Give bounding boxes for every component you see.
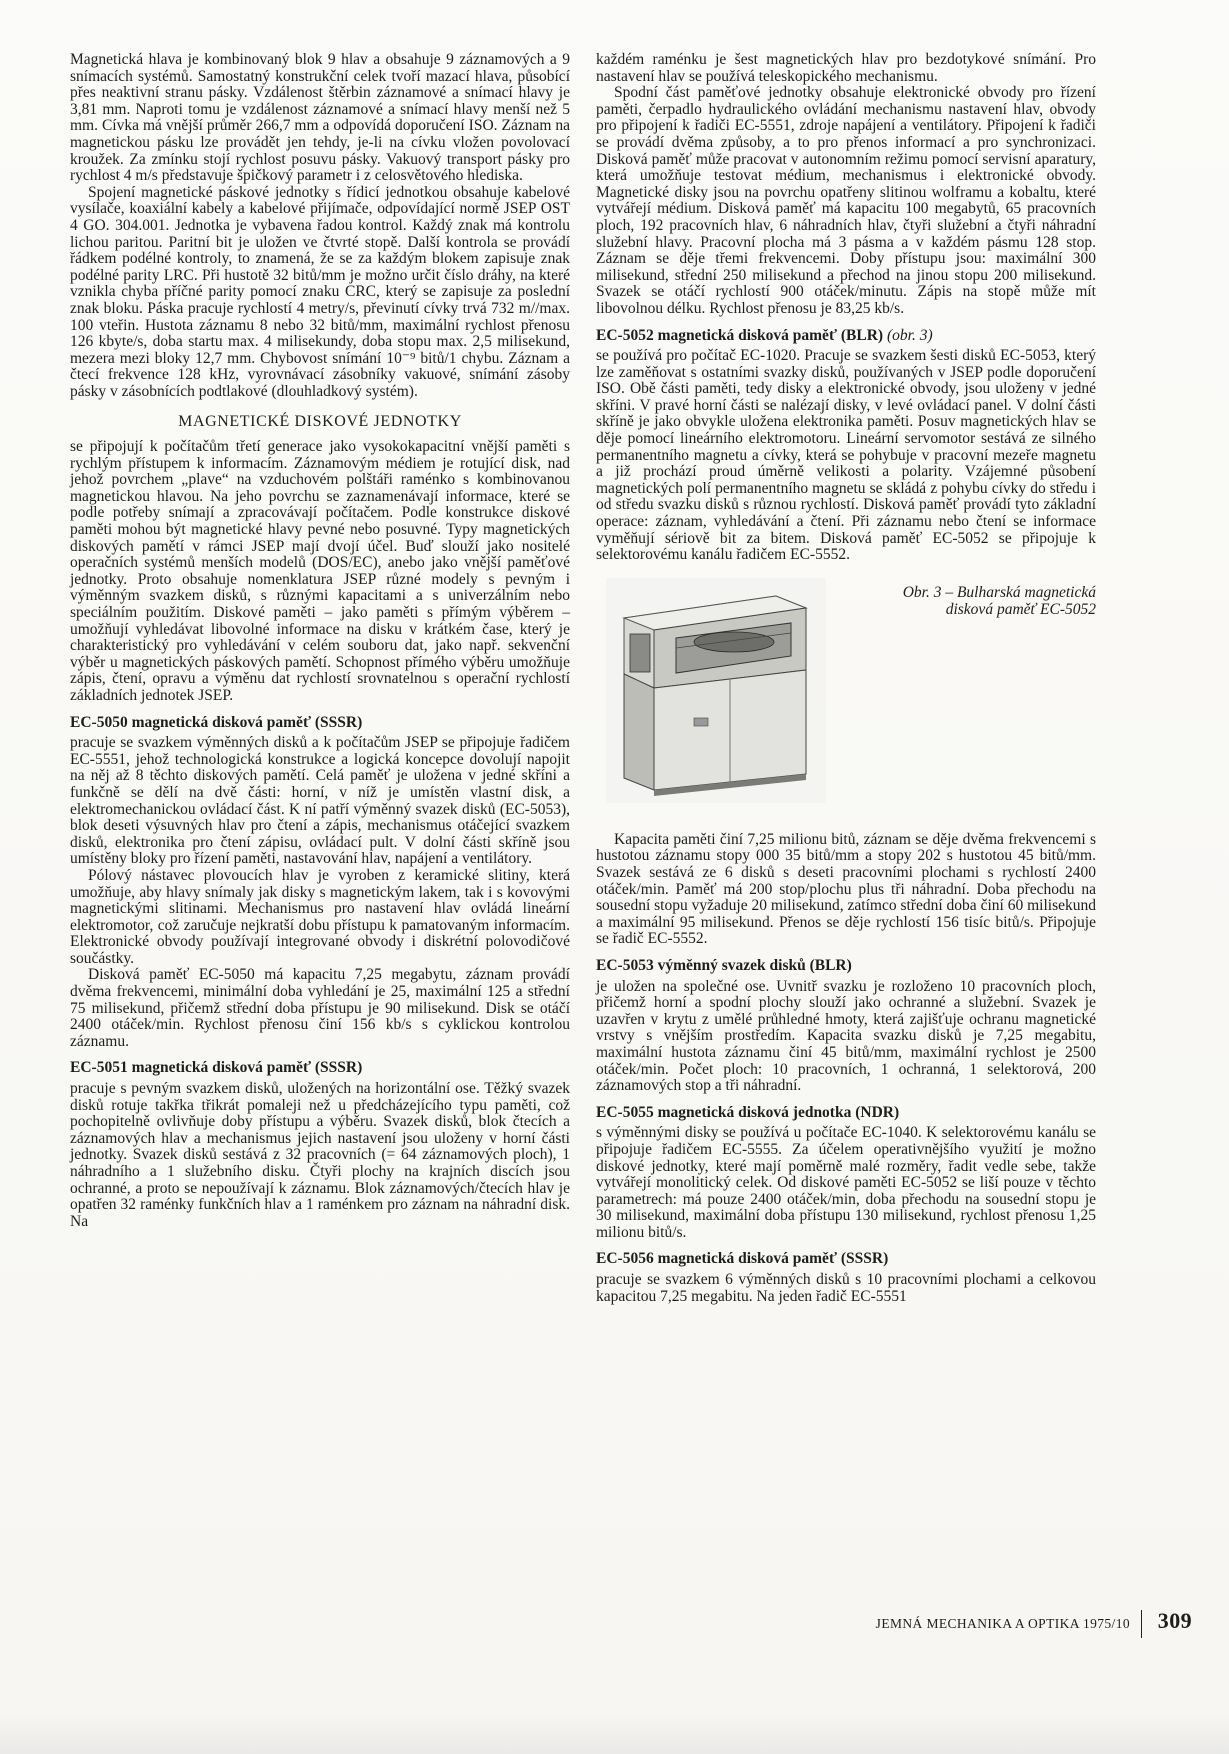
paragraph: Kapacita paměti činí 7,25 milionu bitů, záznam se děje dvěma frekvencemi s hustotou záznamu stopy 000 35 bitů/mm a stopy 202 s hustotou 45 bitů/mm. Svazek sestává ze 6 disků s deseti pracovními plochami s rychlostí 2400 otáček/min. Paměť má 200 stop/plochu plus tři náhradní. Doba přechodu na sousední stopu vyžaduje 20 milisekund, zatímco střední doba činí 60 milisekund a maximální 95 milisekund. Přenos se děje rychlostí 156 tisíc bitů/s. Připojuje se řadič EC-5552. [596, 830, 1096, 948]
paragraph: se připojují k počítačům třetí generace jako vysokokapacitní vnější paměti s rychlým přístupem k informacím. Záznamovým médiem je rotující disk, nad jehož povrchem „plave“ na vzduchovém polštáři raménko s kombinovanou magnetickou hlavou. Na jeho povrchu se zaznamenávají informace, které se podle potřeby snímají a zpracovávají počítačem. Podle konstrukce diskové paměti mohou být magnetické hlavy pevné nebo posuvné. Typy magnetických diskových pamětí v rámci JSEP mají dvojí účel. Buď slouží jako nositelé operačních systémů menších modelů (DOS/EC), anebo jako vnější paměťové jednotky. Proto obsahuje nomenklatura JSEP různé modely s pevným i výměnným svazkem disků, s různými kapacitami a s univerzálním nebo speciálním použitím. Diskové paměti – jako paměti s přímým výběrem – umožňují vyhledávat libovolné informace na disku v krátkém čase, který je charakteristický pro vyhledávání v celém souboru dat, jako např. sekvenční výběr u magnetických páskových pamětí. Schopnost přímého výběru umožňuje zápis, čtení, opravu a výměnu dat rychlostí srovnatelnou s operační rychlostí základních jednotek JSEP. [70, 438, 570, 704]
page-footer [772, 1604, 1192, 1644]
subsection-heading: EC-5056 magnetická disková paměť (SSSR) [596, 1250, 889, 1268]
paragraph: se používá pro počítač EC-1020. Pracuje se svazkem šesti disků EC-5053, který lze zaměňovat s ostatními svazky disků, používaných v JSEP podle doporučení ISO. Obě části paměti, tedy disky a elektronické obvody, jsou uloženy v jedné skříni. V pravé horní části se nalézají disky, v levé ovládací panel. V dolní části skříně je jako obvykle uložena elektronika paměti. Posuv magnetických hlav se děje pomocí lineárního elektromotoru. Lineární servomotor sestává ze silného permanentního magnetu a cívky, která se pohybuje v pracovní mezeře magnetu a již prochází proud úměrně velikosti a polarity. Vzájemné působení magnetických polí permanentního magnetu se skládá z pohybu cívky do středu i od středu svazku disků s různou rychlostí. Disková paměť provádí tyto základní operace: záznam, vyhledávání a čtení. Při záznamu nebo čtení se informace vyměňují sériově bit za bitem. Disková paměť EC-5052 se připojuje k selektorovému kanálu řadičem EC-5552. [596, 347, 1096, 564]
paragraph: každém raménku je šest magnetických hlav pro bezdotykové snímání. Pro nastavení hlav se používá teleskopického mechanismu. [596, 51, 1096, 85]
footer-divider [1141, 1610, 1142, 1638]
paragraph: pracuje se svazkem výměnných disků a k počítačům JSEP se připojuje řadičem EC-5551, jehož technologická konstrukce a logická koncepce dovolují napojit na něj až 8 těchto diskových pamětí. Celá paměť je uložena v jedné skříni a funkčně se dělí na dvě části: horní, v níž je umístěn vlastní disk, a elektromechanickou ovládací část. K ní patří výměnný svazek disků (EC-5053), blok deseti výsuvných hlav pro čtení a zápis, mechanismus otáčející svazkem disků, elektronika pro čtení zápisu, ovládací pult. V dolní části skříně jsou umístěny bloky pro řízení paměti, nastavování hlav, napájení a ventilátory. [70, 734, 570, 868]
subsection-heading [596, 328, 1096, 345]
journal-name: JEMNÁ MECHANIKA A OPTIKA 1975/10 [875, 1616, 1130, 1631]
figure-caption [851, 584, 1096, 618]
caption-line: Obr. 3 – Bulharská magnetická [902, 583, 1096, 601]
paragraph: je uložen na společné ose. Uvnitř svazku je rozloženo 10 pracovních ploch, přičemž horní a spodní plochy slouží jako ochranné a služební. Svazek je uzavřen v krytu z umělé průhledné hmoty, která zajišťuje ochranu magnetické vrstvy s vnějším prostředím. Kapacita svazku disků je 7,25 megabitu, maximální hustota záznamu činí 45 bitů/mm, maximální rychlost je 2500 otáček/min. Počet ploch: 10 pracovních, 1 ochranná, 1 selektorová, 200 záznamových stop a tři náhradní. [596, 977, 1096, 1095]
scan-edge [0, 1714, 1229, 1754]
caption-line: disková paměť EC-5052 [945, 600, 1096, 618]
paragraph: Spojení magnetické páskové jednotky s řídicí jednotkou obsahuje kabelové vysílače, koaxiální kabely a kabelové přijímače, odpovídající normě JSEP OST 4 GO. 304.001. Jednotka je vybavena řadou kontrol. Každý znak má kontrolu lichou paritou. Paritní bit je uložen ve čtvrté stopě. Další kontrola se provádí řádkem podélné kontroly, to znamená, že se za každým blokem zapisuje znak podélné parity LRC. Při hustotě 32 bitů/mm je možno určit číslo dráhy, na které vznikla chyba příčné parity pomocí znaku CRC, který se zapisuje za poslední znak bloku. Páska pracuje rychlostí 4 metry/s, převinutí cívky trvá 732 m//max. 100 vteřin. Hustota záznamu 8 nebo 32 bitů/mm, maximální rychlost přenosu 126 kbyte/s, doba startu max. 4 milisekundy, doba stopu max. 2,5 milisekund, mezera mezi bloky 12,7 mm. Chybovost snímání 10⁻⁹ bitů/1 chybu. Záznam a čtecí frekvence 128 kHz, vyrovnávací zásobníky vakuové, snímání zásoby pásky v zásobnících podtlakové (dlouhladkový systém). [70, 183, 570, 400]
subsection-heading: EC-5055 magnetická disková jednotka (NDR) [596, 1103, 900, 1121]
disk-unit-photo [606, 578, 826, 803]
paragraph: Disková paměť EC-5050 má kapacitu 7,25 megabytu, záznam provádí dvěma frekvencemi, minimální doba vyhledání je 25, maximální 125 a střední 75 milisekund, přičemž střední doba přístupu je 90 milisekund. Disk se otáčí 2400 otáček/min. Rychlost přenosu činí 156 kb/s s cyklickou kontrolou záznamu. [70, 966, 570, 1050]
heading-text: EC-5052 magnetická disková paměť (BLR) [596, 326, 884, 344]
right-column [596, 52, 1096, 1305]
section-heading: MAGNETICKÉ DISKOVÉ JEDNOTKY [178, 413, 462, 431]
paragraph: s výměnnými disky se používá u počítače EC-1040. K selektorovému kanálu se připojuje řadičem EC-5555. Za účelem operativnějšího využití je možno diskové jednotky, které mají poměrně malé rozměry, řadit vedle sebe, takže vytvářejí monolitický celek. Od diskové paměti EC-5052 se liší pouze v těchto parametrech: má pouze 2400 otáček/min, doba přechodu na sousední stopu je 30 milisekund, maximální doba přístupu 130 milisekund, rychlost přenosu 1,25 milionu bitů/s. [596, 1124, 1096, 1241]
left-column [70, 52, 570, 1230]
paragraph: pracuje s pevným svazkem disků, uložených na horizontální ose. Těžký svazek disků rotuje takřka třikrát pomaleji než u předcházejícího typu paměti, což pochopitelně ovlivňuje doby přístupu a výběru. Svazek disků, blok čtecích a záznamových hlav a mechanismus jejich nastavení jsou uloženy v horní části jednotky. Svazek disků sestává z 32 pracovních (= 64 záznamových ploch), 1 náhradního a 1 služebního disku. Čtyři plochy na krajních discích jsou ochranné, a proto se nepoužívají k záznamu. Blok záznamových/čtecích hlav je opatřen 32 raménky funkčních hlav a 1 raménkem pro záznam na náhradní disk. Na [70, 1080, 570, 1230]
paragraph: Pólový nástavec plovoucích hlav je vyroben z keramické slitiny, která umožňuje, aby hlavy snímaly jak disky s magnetickým lakem, tak i s kovovými magnetickými slitinami. Mechanismus pro nastavení hlav ovládá lineární elektromotor, což zaručuje nejkratší dobu přístupu k pamatovaným informacím. Elektronické obvody používají integrované obvody i diskrétní polovodičové součástky. [70, 866, 570, 967]
figure-reference: (obr. 3) [886, 326, 933, 344]
paragraph: pracuje se svazkem 6 výměnných disků s 10 pracovními plochami a celkovou kapacitou 7,25 megabitu. Na jeden řadič EC-5551 [596, 1271, 1096, 1305]
page-number: 309 [1157, 1608, 1192, 1633]
subsection-heading: EC-5053 výměnný svazek disků (BLR) [596, 956, 852, 974]
paragraph: Spodní část paměťové jednotky obsahuje elektronické obvody pro řízení paměti, čerpadlo hydraulického ovládání mechanismu nastavení hlav, obvody pro připojení k řadiči EC-5551, zdroje napájení a ventilátory. Připojení k řadiči se provádí dvěma způsoby, a to pro přenos informací a pro synchronizaci. Disková paměť může pracovat v autonomním režimu pomocí servisní aparatury, která umožňuje testovat médium, mechanismus i elektronické obvody. Magnetické disky jsou na povrchu opatřeny slitinou wolframu a kobaltu, které vytvářejí médium. Disková paměť má kapacitu 100 megabytů, 65 pracovních ploch, 192 pracovních hlav, 6 náhradních hlav, čtyři služební a čtyři náhradní služební hlavy. Pracovní plocha má 3 pásma a v každém pásmu 128 stop. Záznam se děje třemi frekvencemi. Doby přístupu jsou: maximální 300 milisekund, střední 250 milisekund a přechod na jinou stopu 200 milisekund. Svazek se otáčí rychlostí 900 otáček/minutu. Zápis na stopě může mít libovolnou délku. Rychlost přenosu je 83,25 kb/s. [596, 84, 1096, 317]
paragraph: Magnetická hlava je kombinovaný blok 9 hlav a obsahuje 9 záznamových a 9 snímacích systémů. Samostatný konstrukční celek tvoří mazací hlava, působící přes neaktivní stranu pásky. Vzdálenost štěrbin záznamové a snímací hlavy je 3,81 mm. Naproti tomu je vzdálenost záznamové a snímací hlavy menší než 5 mm. Cívka má vnější průměr 266,7 mm a odpovídá doporučení ISO. Záznam na magnetickou pásku lze provádět jen tehdy, je-li na cívku vložen povolovací kroužek. Za zmínku stojí rychlost posuvu pásky. Vakuový transport pásky pro rychlost 4 m/s představuje špičkový parametr i z celosvětového hlediska. [70, 51, 570, 185]
figure [596, 578, 1096, 818]
subsection-heading: EC-5051 magnetická disková paměť (SSSR) [70, 1059, 363, 1077]
subsection-heading: EC-5050 magnetická disková paměť (SSSR) [70, 713, 363, 731]
